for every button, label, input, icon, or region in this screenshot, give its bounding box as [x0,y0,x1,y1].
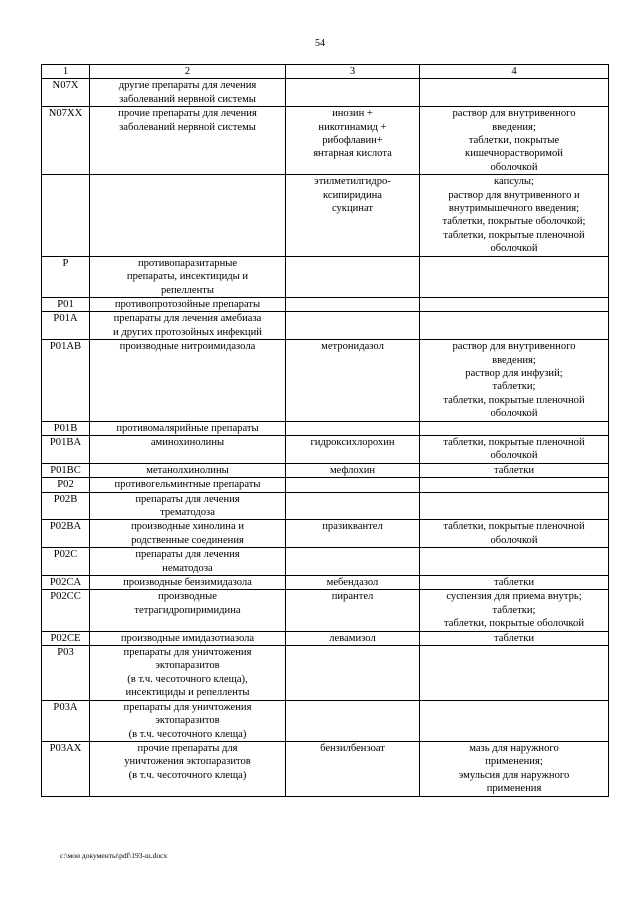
substance-cell [286,646,420,701]
substance-cell: пирантел [286,590,420,631]
group-name-cell: противопротозойные препараты [90,297,286,311]
dosage-form-cell [420,79,609,107]
substance-cell [286,492,420,520]
atc-code-cell: P01A [42,312,90,340]
table-row [42,256,609,297]
dosage-form-cell [420,478,609,492]
group-name-cell: производные бензимидазола [90,576,286,590]
dosage-form-cell [420,492,609,520]
dosage-form-cell: капсулы; раствор для внутривенного и внутримышечного введения; таблетки, покрытые оболочкой; таблетки, покрытые пленочной оболочкой [420,175,609,256]
group-name-cell: противопаразитарные препараты, инсектициды и репелленты [90,256,286,297]
group-name-cell [90,175,286,256]
table-row [42,590,609,631]
group-name-cell: аминохинолины [90,435,286,463]
footer-file-path: c:\мои документы\pdf\193-ш.docx [60,851,168,860]
atc-code-cell: P02B [42,492,90,520]
substance-cell [286,548,420,576]
substance-cell: празиквантел [286,520,420,548]
group-name-cell: противогельминтные препараты [90,478,286,492]
table-header-row [42,65,609,79]
table-row [42,107,609,175]
table-row [42,478,609,492]
table-row [42,175,609,256]
substance-cell: мебендазол [286,576,420,590]
table-row [42,435,609,463]
atc-code-cell: P02CE [42,631,90,645]
substance-cell: этилметилгидро- ксипиридина сукцинат [286,175,420,256]
dosage-form-cell: таблетки, покрытые пленочной оболочкой [420,520,609,548]
dosage-form-cell: раствор для внутривенного введения; раствор для инфузий; таблетки; таблетки, покрытые пленочной оболочкой [420,340,609,421]
group-name-cell: производные тетрагидропиримидина [90,590,286,631]
dosage-form-cell: таблетки [420,576,609,590]
column-header-2: 2 [90,65,286,79]
atc-code-cell: P02BA [42,520,90,548]
atc-code-cell: P01B [42,421,90,435]
column-header-1: 1 [42,65,90,79]
column-header-4: 4 [420,65,609,79]
atc-code-cell: N07XX [42,107,90,175]
dosage-form-cell [420,700,609,741]
page-number: 54 [315,38,325,49]
table-body [42,79,609,796]
table-row [42,492,609,520]
dosage-form-cell: таблетки, покрытые пленочной оболочкой [420,435,609,463]
substance-cell [286,700,420,741]
dosage-form-cell: суспензия для приема внутрь; таблетки; таблетки, покрытые оболочкой [420,590,609,631]
atc-code-cell: P02 [42,478,90,492]
group-name-cell: другие препараты для лечения заболеваний нервной системы [90,79,286,107]
dosage-form-cell: таблетки [420,463,609,477]
group-name-cell: препараты для уничтожения эктопаразитов (в т.ч. чесоточного клеща) [90,700,286,741]
group-name-cell: прочие препараты для уничтожения эктопаразитов (в т.ч. чесоточного клеща) [90,741,286,796]
table-row [42,340,609,421]
group-name-cell: препараты для лечения трематодоза [90,492,286,520]
atc-code-cell: P01 [42,297,90,311]
atc-code-cell: P03 [42,646,90,701]
table-row [42,421,609,435]
atc-code-cell: P01BA [42,435,90,463]
table-row [42,576,609,590]
dosage-form-cell [420,297,609,311]
group-name-cell: препараты для лечения нематодоза [90,548,286,576]
table-row [42,548,609,576]
dosage-form-cell [420,256,609,297]
atc-code-cell: P02CC [42,590,90,631]
dosage-form-cell [420,548,609,576]
substance-cell: метронидазол [286,340,420,421]
dosage-form-cell [420,312,609,340]
atc-code-cell: P01BC [42,463,90,477]
substance-cell: бензилбензоат [286,741,420,796]
substance-cell [286,478,420,492]
drug-classification-table [41,64,609,797]
atc-code-cell: P02C [42,548,90,576]
table-row [42,741,609,796]
group-name-cell: производные нитроимидазола [90,340,286,421]
table-row [42,79,609,107]
atc-code-cell: N07X [42,79,90,107]
group-name-cell: препараты для уничтожения эктопаразитов (в т.ч. чесоточного клеща), инсектициды и репелленты [90,646,286,701]
atc-code-cell: P03AX [42,741,90,796]
atc-code-cell [42,175,90,256]
dosage-form-cell [420,421,609,435]
table-row [42,297,609,311]
substance-cell [286,79,420,107]
atc-code-cell: P01AB [42,340,90,421]
group-name-cell: прочие препараты для лечения заболеваний нервной системы [90,107,286,175]
substance-cell [286,256,420,297]
group-name-cell: метанолхинолины [90,463,286,477]
table-row [42,631,609,645]
substance-cell: левамизол [286,631,420,645]
table-row [42,312,609,340]
group-name-cell: производные имидазотиазола [90,631,286,645]
substance-cell [286,312,420,340]
atc-code-cell: P [42,256,90,297]
table-row [42,646,609,701]
substance-cell [286,297,420,311]
atc-code-cell: P02CA [42,576,90,590]
table-row [42,463,609,477]
group-name-cell: противомалярийные препараты [90,421,286,435]
dosage-form-cell: раствор для внутривенного введения; таблетки, покрытые кишечнорастворимой оболочкой [420,107,609,175]
table-row [42,520,609,548]
substance-cell: гидроксихлорохин [286,435,420,463]
substance-cell: мефлохин [286,463,420,477]
table-row [42,700,609,741]
substance-cell: инозин + никотинамид + рибофлавин+ янтарная кислота [286,107,420,175]
dosage-form-cell: таблетки [420,631,609,645]
atc-code-cell: P03A [42,700,90,741]
column-header-3: 3 [286,65,420,79]
group-name-cell: препараты для лечения амебиаза и других протозойных инфекций [90,312,286,340]
dosage-form-cell: мазь для наружного применения; эмульсия для наружного применения [420,741,609,796]
group-name-cell: производные хинолина и родственные соединения [90,520,286,548]
substance-cell [286,421,420,435]
dosage-form-cell [420,646,609,701]
